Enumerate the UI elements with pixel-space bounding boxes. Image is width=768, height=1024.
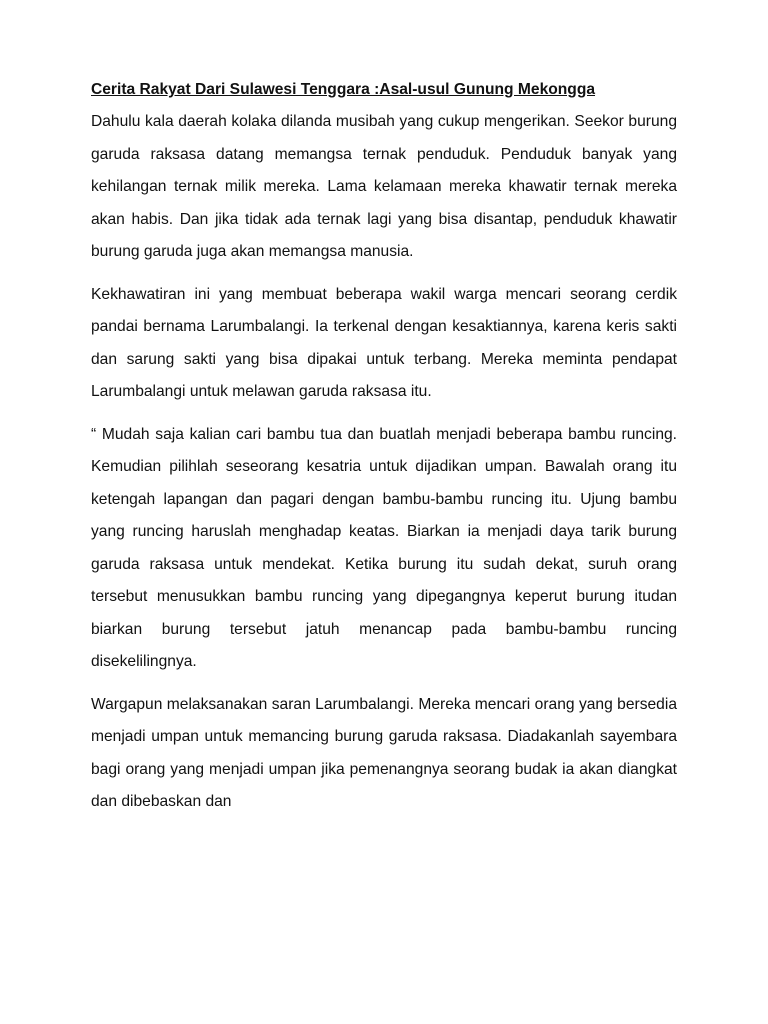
paragraph: Dahulu kala daerah kolaka dilanda musibah yang cukup mengerikan. Seekor burung garuda raksasa datang memangsa ternak penduduk. Penduduk banyak yang kehilangan ternak milik mereka. Lama kelamaan mereka khawatir ternak mereka akan habis. Dan jika tidak ada ternak lagi yang bisa disantap, penduduk khawatir burung garuda juga akan memangsa manusia. bbox=[91, 113, 677, 260]
paragraph: “ Mudah saja kalian cari bambu tua dan buatlah menjadi beberapa bambu runcing. Kemudian pilihlah seseorang kesatria untuk dijadikan umpan. Bawalah orang itu ketengah lapangan dan pagari dengan bambu-bambu runcing itu. Ujung bambu yang runcing haruslah menghadap keatas. Biarkan ia menjadi daya tarik burung garuda raksasa untuk mendekat. Ketika burung itu sudah dekat, suruh orang tersebut menusukkan bambu runcing yang dipegangnya keperut burung itudan biarkan burung tersebut jatuh menancap pada bambu-bambu runcing disekelilingnya. bbox=[91, 425, 677, 670]
document-body bbox=[91, 78, 677, 819]
document-title: Cerita Rakyat Dari Sulawesi Tenggara :Asal-usul Gunung Mekongga bbox=[91, 81, 596, 98]
paragraph: Kekhawatiran ini yang membuat beberapa wakil warga mencari seorang cerdik pandai bernama Larumbalangi. Ia terkenal dengan kesaktiannya, karena keris sakti dan sarung sakti yang bisa dipakai untuk terbang. Mereka meminta pendapat Larumbalangi untuk melawan garuda raksasa itu. bbox=[91, 285, 677, 400]
paragraph: Wargapun melaksanakan saran Larumbalangi. Mereka mencari orang yang bersedia menjadi umpan untuk memancing burung garuda raksasa. Diadakanlah sayembara bagi orang yang menjadi umpan jika pemenangnya seorang budak ia akan diangkat dan dibebaskan dan bbox=[91, 695, 677, 810]
